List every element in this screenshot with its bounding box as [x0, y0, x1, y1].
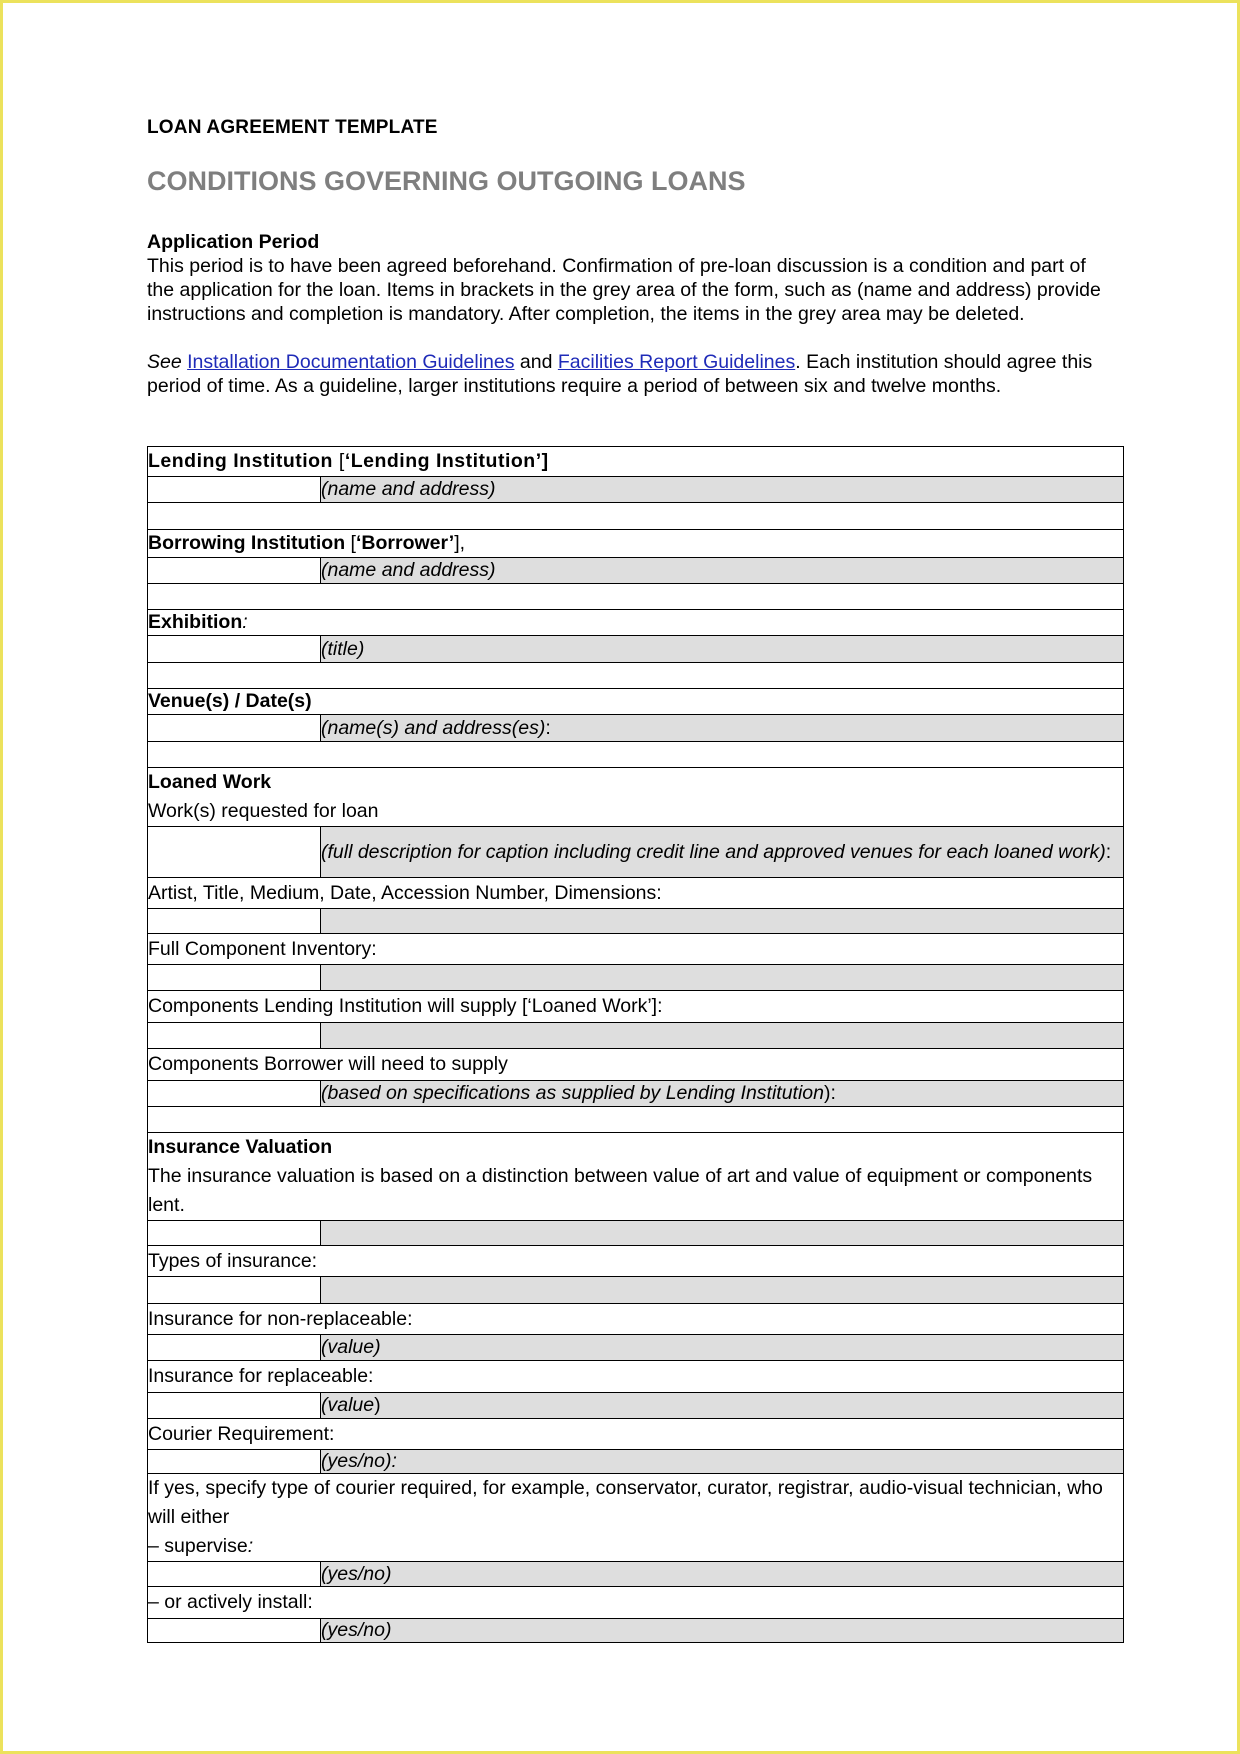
types-insurance-field-row	[148, 1277, 1124, 1304]
components-lending-label: Components Lending Institution will supply [‘Loaned Work’]:	[148, 991, 1124, 1023]
borrowing-institution-cell: Borrowing Institution [‘Borrower’],	[148, 530, 1124, 558]
spacer-row	[148, 742, 1124, 768]
artist-details-field[interactable]	[321, 909, 1124, 934]
spacer-row	[148, 1107, 1124, 1133]
install-row	[148, 1587, 1124, 1619]
insurance-valuation-field-row	[148, 1221, 1124, 1246]
exhibition-row	[148, 610, 1124, 636]
components-lending-field[interactable]	[321, 1023, 1124, 1049]
guidelines-rest: . Each institution should agree this period of time. As a guideline, larger institutions require a period of between six and twelve months.	[147, 351, 1093, 397]
supervise-field[interactable]: (yes/no)	[321, 1562, 1124, 1587]
borrowing-institution-field[interactable]: (name and address)	[321, 558, 1124, 584]
venue-row	[148, 689, 1124, 715]
components-borrower-label: Components Borrower will need to supply	[148, 1049, 1124, 1081]
guidelines-paragraph	[147, 350, 1107, 398]
artist-details-label: Artist, Title, Medium, Date, Accession Number, Dimensions:	[148, 878, 1124, 909]
courier-row	[148, 1419, 1124, 1450]
insurance-valuation-field[interactable]	[321, 1221, 1124, 1246]
see-prefix: See	[147, 351, 182, 373]
replaceable-field-row	[148, 1393, 1124, 1419]
courier-field-row	[148, 1450, 1124, 1474]
components-borrower-field[interactable]: (based on specifications as supplied by Lending Institution):	[321, 1081, 1124, 1107]
inventory-row	[148, 934, 1124, 965]
borrowing-institution-field-row	[148, 558, 1124, 584]
and-text: and	[519, 351, 553, 373]
loan-form-table	[147, 446, 1124, 1643]
courier-field[interactable]: (yes/no):	[321, 1450, 1124, 1474]
loaned-work-field-row	[148, 827, 1124, 878]
components-lending-field-row	[148, 1023, 1124, 1049]
nonreplaceable-row	[148, 1304, 1124, 1335]
venue-field-row	[148, 715, 1124, 742]
install-field[interactable]: (yes/no)	[321, 1619, 1124, 1643]
document-subtitle: CONDITIONS GOVERNING OUTGOING LOANS	[147, 166, 746, 196]
spacer-row	[148, 663, 1124, 689]
loaned-work-field[interactable]: (full description for caption including credit line and approved venues for each loaned work):	[321, 827, 1124, 878]
components-borrower-row	[148, 1049, 1124, 1081]
replaceable-field[interactable]: (value)	[321, 1393, 1124, 1419]
nonreplaceable-field-row	[148, 1335, 1124, 1361]
components-lending-row	[148, 991, 1124, 1023]
spacer-row	[148, 503, 1124, 530]
supervise-field-row	[148, 1562, 1124, 1587]
nonreplaceable-field[interactable]: (value)	[321, 1335, 1124, 1361]
exhibition-field-row	[148, 636, 1124, 663]
venue-field[interactable]: (name(s) and address(es):	[321, 715, 1124, 742]
insurance-valuation-row	[148, 1133, 1124, 1221]
lending-institution-field[interactable]: (name and address)	[321, 477, 1124, 503]
components-borrower-field-row	[148, 1081, 1124, 1107]
replaceable-row	[148, 1361, 1124, 1393]
document-title: LOAN AGREEMENT TEMPLATE	[147, 117, 438, 138]
spacer-row	[148, 584, 1124, 610]
installation-guidelines-link[interactable]: Installation Documentation Guidelines	[187, 351, 515, 373]
exhibition-cell: Exhibition:	[148, 610, 1124, 636]
courier-detail-cell: If yes, specify type of courier required, for example, conservator, curator, registrar, audio-visual technician, who will either – supervise:	[148, 1474, 1124, 1562]
insurance-valuation-cell: Insurance Valuation The insurance valuation is based on a distinction between value of art and value of equipment or components lent.	[148, 1133, 1124, 1221]
lending-institution-row	[148, 447, 1124, 477]
inventory-field-row	[148, 965, 1124, 991]
install-field-row	[148, 1619, 1124, 1643]
loaned-work-cell: Loaned Work Work(s) requested for loan	[148, 768, 1124, 827]
lending-institution-cell: Lending Institution [‘Lending Institution’]	[148, 447, 1124, 477]
intro-section	[147, 230, 1107, 398]
exhibition-field[interactable]: (title)	[321, 636, 1124, 663]
loaned-work-row	[148, 768, 1124, 827]
inventory-field[interactable]	[321, 965, 1124, 991]
types-insurance-field[interactable]	[321, 1277, 1124, 1304]
types-insurance-label: Types of insurance:	[148, 1246, 1124, 1277]
artist-field-row	[148, 909, 1124, 934]
application-period-text: This period is to have been agreed beforehand. Confirmation of pre-loan discussion is a condition and part of the application for the loan. Items in brackets in the grey area of the form, such as (name and address) provide instructions and completion is mandatory. After completion, the items in the grey area may be deleted.	[147, 255, 1101, 325]
artist-row	[148, 878, 1124, 909]
inventory-label: Full Component Inventory:	[148, 934, 1124, 965]
courier-detail-row	[148, 1474, 1124, 1562]
venue-cell: Venue(s) / Date(s)	[148, 689, 1124, 715]
replaceable-label: Insurance for replaceable:	[148, 1361, 1124, 1393]
lending-institution-field-row	[148, 477, 1124, 503]
courier-label: Courier Requirement:	[148, 1419, 1124, 1450]
install-label: – or actively install:	[148, 1587, 1124, 1619]
nonreplaceable-label: Insurance for non-replaceable:	[148, 1304, 1124, 1335]
types-insurance-row	[148, 1246, 1124, 1277]
facilities-report-link[interactable]: Facilities Report Guidelines	[557, 351, 796, 373]
application-period-heading: Application Period	[147, 231, 320, 253]
borrowing-institution-row	[148, 530, 1124, 558]
